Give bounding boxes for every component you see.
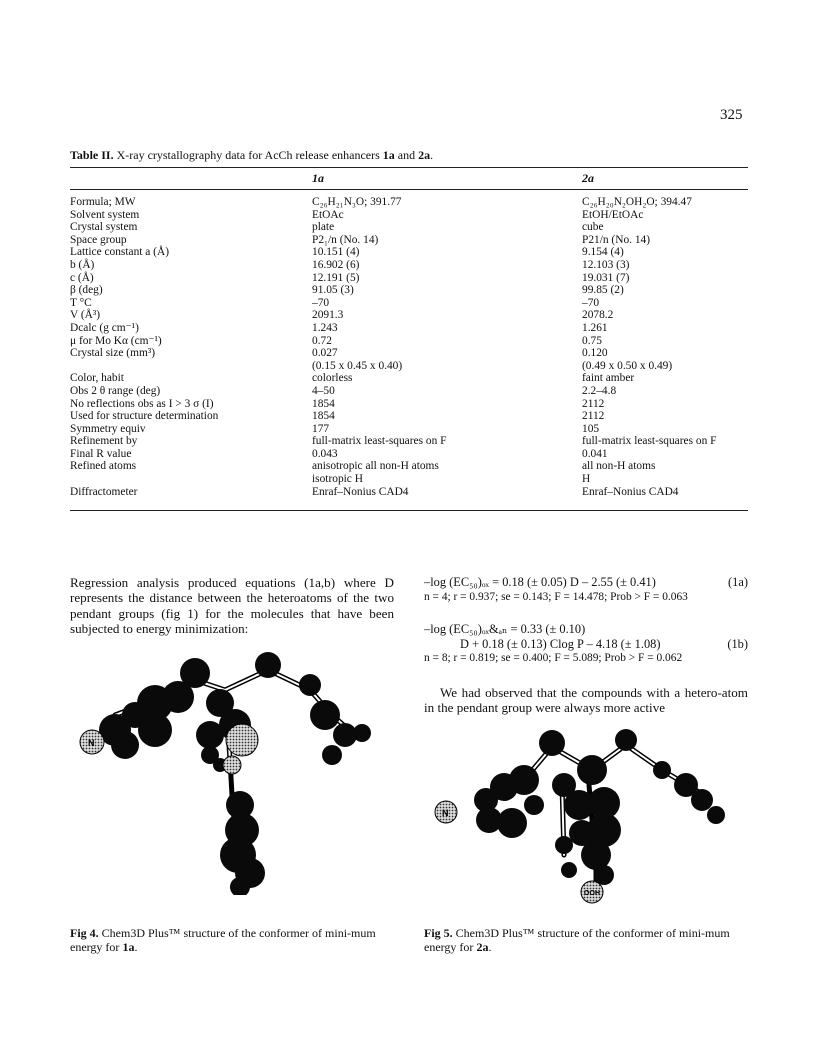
table-row-labels: Formula; MW Solvent system Crystal system Space group Lattice constant a (Å) b (Å) c (Å) β (deg) T °C V (Å³) Dcalc (g cm⁻¹) μ for Mo Kα (cm⁻¹) Crystal size (mm³) Color, habit Obs 2 θ range (deg) No reflections obs as I > 3 σ (I) Used for structure determination Symmetry equiv Refinement by Final R value Refined atoms Diffractometer <box>70 196 219 498</box>
table-title: X-ray crystallography data for AcCh release enhancers <box>116 148 383 162</box>
page-number: 325 <box>720 107 743 123</box>
equation-1a <box>424 575 748 604</box>
figure-5-atom-label-ooh: OOH <box>584 890 600 897</box>
table-col-1a-values: C₂₆H₂₁N₃O; 391.77 EtOAc plate P2₁/n (No. 14) 10.151 (4) 16.902 (6) 12.191 (5) 91.05 (3) –70 2091.3 1.243 0.72 0.027 (0.15 x 0.45 x 0.40) colorless 4–50 1854 1854 177 full-matrix least-squares on F 0.043 anisotropic all non-H atoms isotropic H Enraf–Nonius CAD4 <box>312 196 447 498</box>
figure-4-compound: 1a <box>122 939 135 954</box>
equation-1b-number: (1b) <box>727 636 748 651</box>
figure-4-label: Fig 4. <box>70 926 99 940</box>
equation-1a-number: (1a) <box>728 575 748 589</box>
table-label: Table II. <box>70 148 114 162</box>
figure-5-caption <box>424 927 748 954</box>
table-col-header-2a: 2a <box>582 171 594 185</box>
table-compound-2: 2a <box>418 148 431 162</box>
figure-4-caption-end: . <box>134 939 138 954</box>
body-paragraph-heteroatom: We had observed that the compounds with a hetero-atom in the pendant group were always more active <box>424 685 748 716</box>
figure-5-molecule <box>424 725 744 905</box>
table-title-end: . <box>430 148 434 162</box>
equation-1b-expression-line1: –log (EC₅₀)ₒₓ&ₐₙ = 0.33 (± 0.10) <box>424 622 586 636</box>
figure-4-molecule <box>70 645 390 895</box>
table-bottom-rule <box>70 510 748 511</box>
table-col-2a-values: C₂₆H₂₀N₂OH₂O; 394.47 EtOH/EtOAc cube P21/n (No. 14) 9.154 (4) 12.103 (3) 19.031 (7) 99.85 (2) –70 2078.2 1.261 0.75 0.120 (0.49 x 0.50 x 0.49) faint amber 2.2–4.8 2112 2112 105 full-matrix least-squares on F 0.041 all non-H atoms H Enraf–Nonius CAD4 <box>582 196 717 498</box>
table-col-header-1a: 1a <box>312 171 324 185</box>
figure-4-caption <box>70 927 390 954</box>
body-paragraph-regression: Regression analysis produced equations (1a,b) where D represents the distance between the heteroatoms of the two pendant groups (fig 1) for the molecules that have been subjected to energy minimization: <box>70 575 394 637</box>
equation-1b-expression-line2: D + 0.18 (± 0.13) Clog P – 4.18 (± 1.08) <box>460 636 661 651</box>
equation-1a-stats: n = 4; r = 0.937; se = 0.143; F = 14.478; Prob > F = 0.063 <box>424 590 688 603</box>
figure-5-compound: 2a <box>476 939 489 954</box>
figure-5-caption-end: . <box>488 939 492 954</box>
table-caption <box>70 148 433 163</box>
table-compound-1: 1a <box>382 148 395 162</box>
figure-4-atom-label-n: N <box>88 738 95 748</box>
equation-1b-stats: n = 8; r = 0.819; se = 0.400; F = 5.089; Prob > F = 0.062 <box>424 652 683 665</box>
figure-5-atom-label-n: N <box>442 808 449 818</box>
figure-4-caption-text: Chem3D Plus™ structure of the conformer of mini-mum energy for <box>70 926 376 954</box>
table-title-and: and <box>394 148 419 162</box>
figure-5-label: Fig 5. <box>424 926 453 940</box>
figure-5-caption-text: Chem3D Plus™ structure of the conformer of mini-mum energy for <box>424 926 730 954</box>
table-header-rule <box>70 189 748 190</box>
table-top-rule <box>70 167 748 168</box>
equation-1a-expression: –log (EC₅₀)ₒₓ = 0.18 (± 0.05) D – 2.55 (± 0.41) <box>424 575 656 589</box>
equation-1b <box>424 622 748 666</box>
